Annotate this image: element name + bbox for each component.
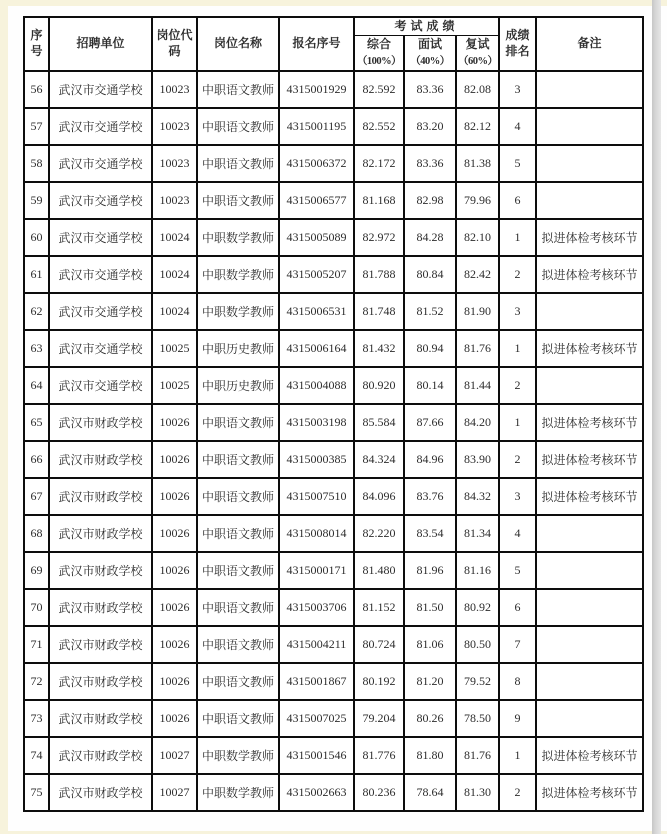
cell-serial-no: 68: [24, 515, 49, 552]
cell-composite-score: 81.788: [354, 256, 404, 293]
cell-recruiting-unit: 武汉市财政学校: [49, 404, 152, 441]
cell-recruiting-unit: 武汉市交通学校: [49, 71, 152, 108]
col-header-exam-scores-group: 考试成绩: [354, 17, 499, 36]
cell-recruiting-unit: 武汉市交通学校: [49, 330, 152, 367]
cell-serial-no: 72: [24, 663, 49, 700]
cell-remarks: [536, 108, 643, 145]
cell-serial-no: 70: [24, 589, 49, 626]
table-row: [24, 441, 643, 478]
cell-remarks: 拟进体检考核环节: [536, 219, 643, 256]
cell-serial-no: 71: [24, 626, 49, 663]
cell-registration-no: 4315001546: [279, 737, 354, 774]
cell-recruiting-unit: 武汉市交通学校: [49, 367, 152, 404]
cell-registration-no: 4315003198: [279, 404, 354, 441]
cell-retest-score: 81.44: [456, 367, 499, 404]
cell-score-rank: 3: [499, 71, 536, 108]
cell-post-code: 10026: [152, 515, 197, 552]
cell-remarks: 拟进体检考核环节: [536, 478, 643, 515]
cell-composite-score: 82.220: [354, 515, 404, 552]
cell-interview-score: 87.66: [404, 404, 456, 441]
cell-serial-no: 66: [24, 441, 49, 478]
cell-recruiting-unit: 武汉市财政学校: [49, 478, 152, 515]
retest-weight: （60%）: [458, 55, 498, 67]
cell-post-name: 中职历史教师: [197, 330, 279, 367]
cell-registration-no: 4315006372: [279, 145, 354, 182]
cell-composite-score: 80.724: [354, 626, 404, 663]
cell-registration-no: 4315005207: [279, 256, 354, 293]
cell-interview-score: 81.96: [404, 552, 456, 589]
cell-serial-no: 59: [24, 182, 49, 219]
cell-post-code: 10026: [152, 404, 197, 441]
cell-retest-score: 81.38: [456, 145, 499, 182]
cell-score-rank: 5: [499, 552, 536, 589]
cell-registration-no: 4315001929: [279, 71, 354, 108]
cell-recruiting-unit: 武汉市财政学校: [49, 589, 152, 626]
cell-post-name: 中职语文教师: [197, 404, 279, 441]
cell-score-rank: 6: [499, 182, 536, 219]
cell-registration-no: 4315006531: [279, 293, 354, 330]
cell-post-code: 10025: [152, 367, 197, 404]
cell-post-name: 中职语文教师: [197, 700, 279, 737]
col-header-serial-no: 序号: [24, 17, 49, 71]
cell-post-name: 中职语文教师: [197, 145, 279, 182]
cell-retest-score: 84.32: [456, 478, 499, 515]
table-body: [24, 71, 643, 811]
table-row: [24, 293, 643, 330]
cell-registration-no: 4315001195: [279, 108, 354, 145]
cell-composite-score: 81.776: [354, 737, 404, 774]
cell-serial-no: 63: [24, 330, 49, 367]
cell-serial-no: 56: [24, 71, 49, 108]
cell-score-rank: 3: [499, 293, 536, 330]
cell-interview-score: 81.20: [404, 663, 456, 700]
cell-recruiting-unit: 武汉市财政学校: [49, 552, 152, 589]
cell-remarks: [536, 589, 643, 626]
cell-registration-no: 4315007025: [279, 700, 354, 737]
table-row: [24, 108, 643, 145]
cell-interview-score: 83.20: [404, 108, 456, 145]
cell-serial-no: 74: [24, 737, 49, 774]
table-row: [24, 589, 643, 626]
cell-post-name: 中职语文教师: [197, 552, 279, 589]
cell-retest-score: 82.42: [456, 256, 499, 293]
cell-post-name: 中职语文教师: [197, 108, 279, 145]
cell-post-name: 中职语文教师: [197, 478, 279, 515]
cell-retest-score: 81.90: [456, 293, 499, 330]
table-row: [24, 219, 643, 256]
cell-composite-score: 82.592: [354, 71, 404, 108]
cell-recruiting-unit: 武汉市交通学校: [49, 182, 152, 219]
cell-serial-no: 60: [24, 219, 49, 256]
cell-remarks: [536, 367, 643, 404]
col-header-post-name: 岗位名称: [197, 17, 279, 71]
cell-interview-score: 83.36: [404, 145, 456, 182]
cell-interview-score: 83.76: [404, 478, 456, 515]
cell-composite-score: 80.920: [354, 367, 404, 404]
cell-post-code: 10027: [152, 774, 197, 811]
cell-post-code: 10024: [152, 219, 197, 256]
cell-registration-no: 4315001867: [279, 663, 354, 700]
cell-post-code: 10026: [152, 589, 197, 626]
cell-composite-score: 85.584: [354, 404, 404, 441]
cell-post-name: 中职数学教师: [197, 774, 279, 811]
cell-remarks: [536, 700, 643, 737]
cell-interview-score: 84.96: [404, 441, 456, 478]
cell-composite-score: 80.236: [354, 774, 404, 811]
table-row: [24, 145, 643, 182]
cell-post-code: 10026: [152, 700, 197, 737]
cell-composite-score: 82.972: [354, 219, 404, 256]
table-row: [24, 330, 643, 367]
cell-score-rank: 1: [499, 404, 536, 441]
table-row: [24, 737, 643, 774]
cell-retest-score: 81.76: [456, 330, 499, 367]
cell-recruiting-unit: 武汉市财政学校: [49, 700, 152, 737]
table-header: [24, 17, 643, 71]
cell-post-code: 10024: [152, 256, 197, 293]
cell-interview-score: 80.14: [404, 367, 456, 404]
cell-remarks: [536, 552, 643, 589]
cell-registration-no: 4315005089: [279, 219, 354, 256]
cell-score-rank: 2: [499, 441, 536, 478]
cell-serial-no: 62: [24, 293, 49, 330]
recruitment-results-table: [23, 16, 644, 812]
col-header-registration-no: 报名序号: [279, 17, 354, 71]
col-header-remarks: 备注: [536, 17, 643, 71]
cell-composite-score: 82.552: [354, 108, 404, 145]
cell-composite-score: 84.324: [354, 441, 404, 478]
cell-post-name: 中职语文教师: [197, 441, 279, 478]
cell-interview-score: 80.94: [404, 330, 456, 367]
cell-recruiting-unit: 武汉市财政学校: [49, 626, 152, 663]
cell-interview-score: 80.26: [404, 700, 456, 737]
cell-score-rank: 4: [499, 515, 536, 552]
cell-retest-score: 83.90: [456, 441, 499, 478]
cell-recruiting-unit: 武汉市交通学校: [49, 145, 152, 182]
cell-registration-no: 4315004088: [279, 367, 354, 404]
cell-remarks: 拟进体检考核环节: [536, 330, 643, 367]
cell-recruiting-unit: 武汉市财政学校: [49, 441, 152, 478]
cell-score-rank: 1: [499, 737, 536, 774]
cell-interview-score: 84.28: [404, 219, 456, 256]
cell-retest-score: 84.20: [456, 404, 499, 441]
col-header-interview-score: [404, 36, 456, 72]
cell-serial-no: 57: [24, 108, 49, 145]
cell-score-rank: 5: [499, 145, 536, 182]
cell-post-name: 中职语文教师: [197, 182, 279, 219]
cell-serial-no: 73: [24, 700, 49, 737]
cell-post-code: 10023: [152, 71, 197, 108]
interview-weight: （40%）: [410, 55, 450, 67]
cell-recruiting-unit: 武汉市交通学校: [49, 293, 152, 330]
table-row: [24, 404, 643, 441]
cell-post-name: 中职数学教师: [197, 737, 279, 774]
cell-recruiting-unit: 武汉市财政学校: [49, 515, 152, 552]
interview-label: 面试: [417, 37, 442, 52]
cell-recruiting-unit: 武汉市交通学校: [49, 256, 152, 293]
cell-remarks: 拟进体检考核环节: [536, 441, 643, 478]
cell-remarks: [536, 71, 643, 108]
cell-post-name: 中职历史教师: [197, 367, 279, 404]
cell-retest-score: 81.76: [456, 737, 499, 774]
cell-post-code: 10026: [152, 478, 197, 515]
composite-label: 综合: [366, 37, 391, 52]
table-row: [24, 71, 643, 108]
cell-post-name: 中职语文教师: [197, 515, 279, 552]
cell-composite-score: 81.432: [354, 330, 404, 367]
cell-serial-no: 58: [24, 145, 49, 182]
cell-retest-score: 81.30: [456, 774, 499, 811]
cell-composite-score: 81.168: [354, 182, 404, 219]
cell-serial-no: 65: [24, 404, 49, 441]
cell-post-name: 中职语文教师: [197, 663, 279, 700]
col-header-recruiting-unit: 招聘单位: [49, 17, 152, 71]
table-row: [24, 182, 643, 219]
cell-registration-no: 4315000385: [279, 441, 354, 478]
cell-composite-score: 81.152: [354, 589, 404, 626]
cell-score-rank: 2: [499, 774, 536, 811]
table-row: [24, 700, 643, 737]
cell-post-code: 10023: [152, 108, 197, 145]
cell-serial-no: 64: [24, 367, 49, 404]
cell-recruiting-unit: 武汉市交通学校: [49, 219, 152, 256]
col-header-post-code: 岗位代码: [152, 17, 197, 71]
cell-composite-score: 82.172: [354, 145, 404, 182]
cell-interview-score: 78.64: [404, 774, 456, 811]
cell-serial-no: 75: [24, 774, 49, 811]
cell-post-code: 10026: [152, 441, 197, 478]
cell-post-name: 中职语文教师: [197, 626, 279, 663]
cell-post-code: 10026: [152, 626, 197, 663]
cell-serial-no: 67: [24, 478, 49, 515]
cell-post-code: 10025: [152, 330, 197, 367]
table-row: [24, 552, 643, 589]
cell-post-code: 10024: [152, 293, 197, 330]
cell-interview-score: 81.52: [404, 293, 456, 330]
cell-retest-score: 82.08: [456, 71, 499, 108]
cell-score-rank: 3: [499, 478, 536, 515]
cell-registration-no: 4315000171: [279, 552, 354, 589]
cell-interview-score: 82.98: [404, 182, 456, 219]
cell-retest-score: 82.12: [456, 108, 499, 145]
cell-retest-score: 81.34: [456, 515, 499, 552]
cell-score-rank: 8: [499, 663, 536, 700]
cell-remarks: [536, 182, 643, 219]
cell-retest-score: 78.50: [456, 700, 499, 737]
cell-composite-score: 80.192: [354, 663, 404, 700]
cell-recruiting-unit: 武汉市财政学校: [49, 737, 152, 774]
retest-label: 复试: [465, 37, 490, 52]
cell-registration-no: 4315004211: [279, 626, 354, 663]
cell-remarks: [536, 626, 643, 663]
scrollbar[interactable]: [652, 0, 661, 834]
cell-score-rank: 6: [499, 589, 536, 626]
cell-interview-score: 83.36: [404, 71, 456, 108]
table-row: [24, 478, 643, 515]
cell-post-code: 10023: [152, 145, 197, 182]
cell-score-rank: 9: [499, 700, 536, 737]
document-page: [8, 6, 667, 831]
cell-interview-score: 81.80: [404, 737, 456, 774]
col-header-composite-score: [354, 36, 404, 72]
cell-score-rank: 2: [499, 256, 536, 293]
cell-serial-no: 69: [24, 552, 49, 589]
table-row: [24, 626, 643, 663]
cell-post-code: 10023: [152, 182, 197, 219]
cell-retest-score: 81.16: [456, 552, 499, 589]
table-row: [24, 256, 643, 293]
table-row: [24, 774, 643, 811]
cell-retest-score: 79.96: [456, 182, 499, 219]
cell-score-rank: 4: [499, 108, 536, 145]
cell-post-name: 中职语文教师: [197, 71, 279, 108]
table-row: [24, 663, 643, 700]
cell-recruiting-unit: 武汉市财政学校: [49, 774, 152, 811]
cell-retest-score: 79.52: [456, 663, 499, 700]
cell-registration-no: 4315006164: [279, 330, 354, 367]
cell-score-rank: 1: [499, 330, 536, 367]
cell-composite-score: 79.204: [354, 700, 404, 737]
cell-registration-no: 4315008014: [279, 515, 354, 552]
cell-post-name: 中职数学教师: [197, 293, 279, 330]
cell-registration-no: 4315002663: [279, 774, 354, 811]
cell-composite-score: 81.480: [354, 552, 404, 589]
cell-serial-no: 61: [24, 256, 49, 293]
cell-score-rank: 7: [499, 626, 536, 663]
table-row: [24, 515, 643, 552]
cell-interview-score: 81.50: [404, 589, 456, 626]
table-row: [24, 367, 643, 404]
cell-composite-score: 81.748: [354, 293, 404, 330]
cell-remarks: [536, 293, 643, 330]
cell-remarks: [536, 145, 643, 182]
cell-retest-score: 80.92: [456, 589, 499, 626]
cell-post-name: 中职语文教师: [197, 589, 279, 626]
cell-registration-no: 4315003706: [279, 589, 354, 626]
cell-post-code: 10026: [152, 552, 197, 589]
cell-registration-no: 4315006577: [279, 182, 354, 219]
cell-post-code: 10027: [152, 737, 197, 774]
cell-retest-score: 82.10: [456, 219, 499, 256]
cell-registration-no: 4315007510: [279, 478, 354, 515]
cell-post-name: 中职数学教师: [197, 219, 279, 256]
cell-remarks: 拟进体检考核环节: [536, 737, 643, 774]
composite-weight: （100%）: [356, 55, 402, 67]
cell-score-rank: 1: [499, 219, 536, 256]
cell-recruiting-unit: 武汉市财政学校: [49, 663, 152, 700]
col-header-retest-score: [456, 36, 499, 72]
cell-recruiting-unit: 武汉市交通学校: [49, 108, 152, 145]
cell-remarks: 拟进体检考核环节: [536, 404, 643, 441]
cell-remarks: [536, 515, 643, 552]
cell-post-code: 10026: [152, 663, 197, 700]
cell-interview-score: 83.54: [404, 515, 456, 552]
col-header-score-rank: 成绩排名: [499, 17, 536, 71]
cell-remarks: 拟进体检考核环节: [536, 774, 643, 811]
cell-remarks: [536, 663, 643, 700]
cell-interview-score: 81.06: [404, 626, 456, 663]
cell-score-rank: 2: [499, 367, 536, 404]
cell-post-name: 中职数学教师: [197, 256, 279, 293]
cell-composite-score: 84.096: [354, 478, 404, 515]
cell-retest-score: 80.50: [456, 626, 499, 663]
cell-interview-score: 80.84: [404, 256, 456, 293]
cell-remarks: 拟进体检考核环节: [536, 256, 643, 293]
